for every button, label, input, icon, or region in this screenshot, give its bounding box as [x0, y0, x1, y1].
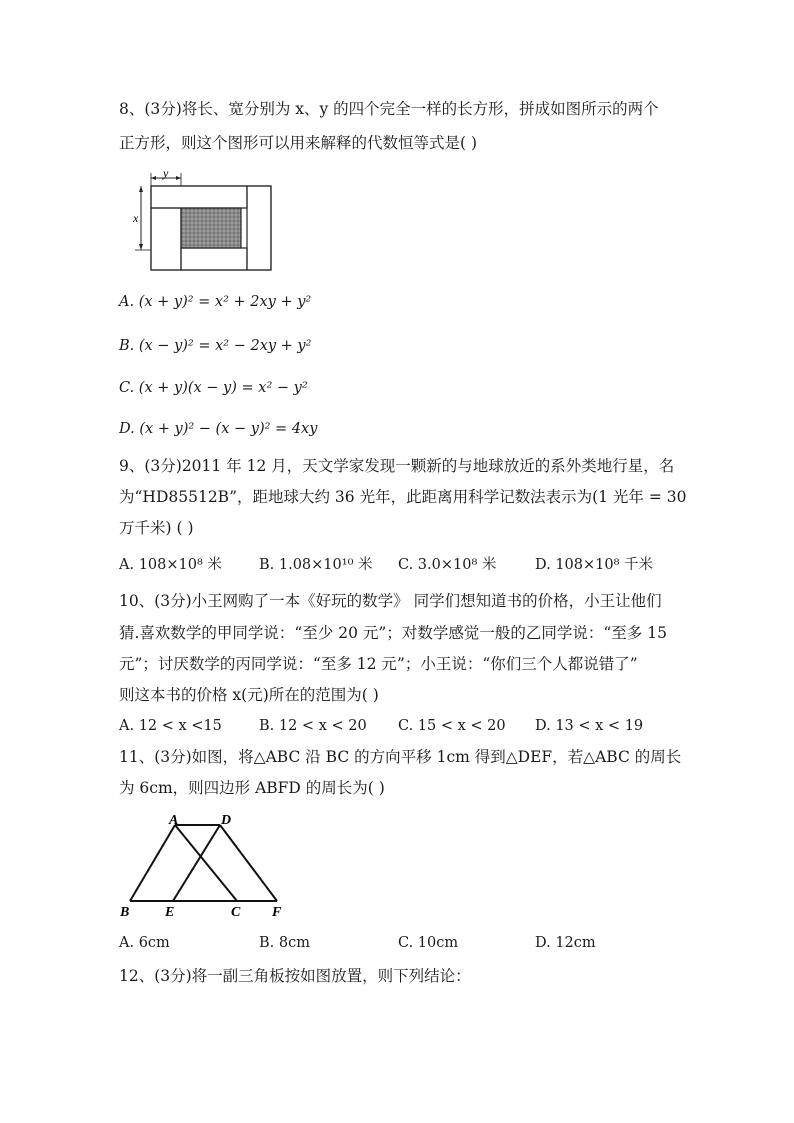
label-c: C [231, 905, 241, 920]
q9-option-c: C. 3.0×10⁸ 米 [398, 557, 497, 573]
q8-option-c: C. (x + y)(x − y) = x² − y² [119, 380, 308, 396]
q9-option-a: A. 108×10⁸ 米 [119, 557, 222, 573]
q11-translation-figure [115, 812, 295, 920]
rect-bottom [181, 248, 247, 270]
q11-text-line2: 为 6cm，则四边形 ABFD 的周长为( ) [119, 779, 385, 797]
label-b: B [120, 905, 130, 920]
label-d: D [221, 813, 232, 828]
q10-option-c: C. 15 < x < 20 [398, 718, 506, 734]
shaded-square [181, 208, 241, 248]
q10-text-line3: 元”；讨厌数学的丙同学说：“至多 12 元”；小王说：“你们三个人都说错了” [119, 655, 638, 673]
rect-top [151, 186, 247, 208]
q9-text-line2: 为“HD85512B”，距地球大约 36 光年，此距离用科学记数法表示为(1 光年 = 30 [119, 488, 687, 506]
q8-text-line2: 正方形，则这个图形可以用来解释的代数恒等式是( ) [119, 134, 478, 152]
q11-option-a: A. 6cm [119, 935, 170, 951]
q10-text-line4: 则这本书的价格 x(元)所在的范围为( ) [119, 686, 379, 704]
q9-text-line3: 万千米) ( ) [119, 519, 194, 537]
q11-text-line1: 11、(3分)如图，将△ABC 沿 BC 的方向平移 1cm 得到△DEF，若△ABC 的周长 [119, 748, 682, 766]
rect-right [247, 186, 271, 270]
q12-text-line1: 12、(3分)将一副三角板按如图放置，则下列结论： [119, 967, 471, 985]
q10-option-a: A. 12 < x <15 [119, 718, 222, 734]
fig-label-y: y [163, 168, 169, 180]
segment-de [173, 825, 220, 901]
q10-option-d: D. 13 < x < 19 [535, 718, 644, 734]
q9-option-b: B. 1.08×10¹⁰ 米 [259, 557, 373, 573]
label-a: A [169, 813, 179, 828]
fig-label-x: x [133, 211, 139, 225]
q10-text-line2: 猜.喜欢数学的甲同学说：“至少 20 元”；对数学感觉一般的乙同学说：“至多 15 [119, 624, 667, 642]
segment-ab [130, 825, 175, 901]
q10-text-line1: 10、(3分)小王网购了一本《好玩的数学》 同学们想知道书的价格，小王让他们 [119, 592, 662, 610]
q8-text-line1: 8、(3分)将长、宽分别为 x、y 的四个完全一样的长方形，拼成如图所示的两个 [119, 100, 659, 118]
label-e: E [165, 905, 175, 920]
q9-text-line1: 9、(3分)2011 年 12 月，天文学家发现一颗新的与地球放近的系外类地行星，名 [119, 457, 675, 475]
label-f: F [272, 905, 282, 920]
q9-option-d: D. 108×10⁸ 千米 [535, 557, 654, 573]
q8-rectangles-figure [125, 168, 280, 274]
q8-option-d: D. (x + y)² − (x − y)² = 4xy [119, 421, 318, 437]
q11-option-b: B. 8cm [259, 935, 310, 951]
q8-option-b: B. (x − y)² = x² − 2xy + y² [119, 338, 312, 354]
q11-option-d: D. 12cm [535, 935, 596, 951]
q10-option-b: B. 12 < x < 20 [259, 718, 367, 734]
q11-option-c: C. 10cm [398, 935, 459, 951]
rect-left [151, 208, 181, 270]
q8-option-a: A. (x + y)² = x² + 2xy + y² [119, 294, 312, 310]
